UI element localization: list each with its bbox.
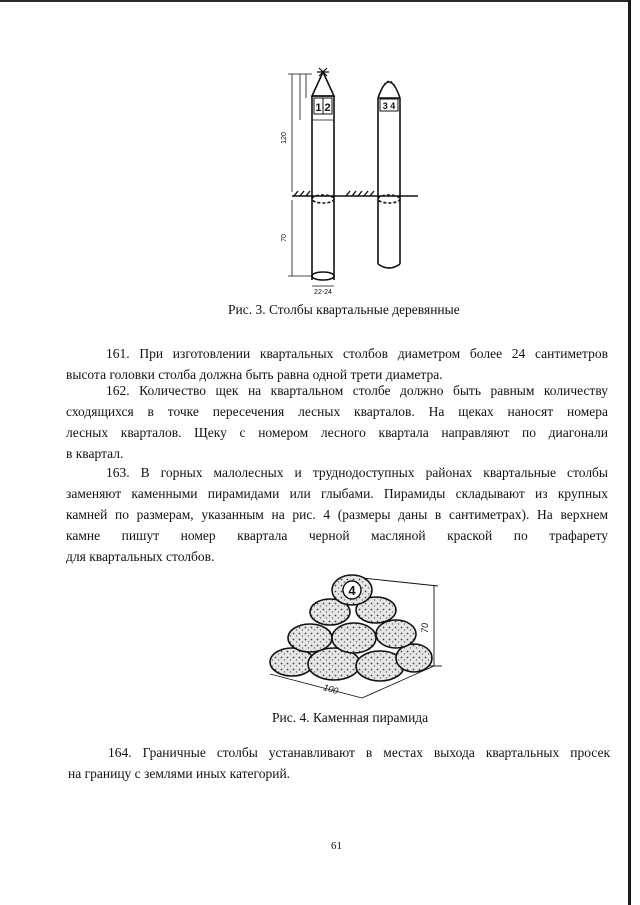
- page-number: 61: [331, 840, 342, 852]
- paragraph-161: [66, 343, 608, 385]
- paragraph-line: лесных кварталов. Щеку с номером лесного квартала направляют по диагонали: [66, 425, 608, 440]
- top-stone-number: 4: [348, 583, 356, 598]
- figure-3-drawing: [270, 58, 440, 298]
- paragraph-line: в квартал.: [66, 446, 124, 461]
- figure-4-caption: Рис. 4. Каменная пирамида: [272, 710, 429, 725]
- paragraph-line: для квартальных столбов.: [66, 549, 215, 564]
- right-post-numbers: 3 4: [382, 101, 396, 111]
- pyramid-height-label: 70: [420, 622, 430, 634]
- paragraph-line: сходящихся в точке пересечения лесных кварталов. На щеках наносят номера: [66, 404, 608, 419]
- ground-line: [292, 191, 418, 196]
- paragraph-line: 163. В горных малолесных и труднодоступных районах квартальные столбы: [106, 465, 608, 480]
- left-post: [312, 68, 334, 280]
- depth-label: 70: [281, 234, 288, 242]
- paragraph-line: на границу с землями иных категорий.: [68, 766, 291, 781]
- paragraph-line: 162. Количество щек на квартальном столбе должно быть равным количеству: [106, 383, 608, 398]
- scan-edge-right: [628, 0, 631, 905]
- pyramid-base-label: 100: [322, 682, 340, 696]
- left-post-numbers: 1 2: [315, 102, 331, 114]
- paragraph-164: [68, 742, 610, 784]
- paragraph-line: 161. При изготовлении квартальных столбов диаметром более 24 сантиметров: [106, 346, 608, 361]
- paragraph-line: 164. Граничные столбы устанавливают в местах выхода квартальных просек: [108, 745, 610, 760]
- figure-3-caption: Рис. 3. Столбы квартальные деревянные: [228, 302, 460, 317]
- height-label: 120: [281, 132, 288, 144]
- paragraph-line: заменяют каменными пирамидами или глыбами. Пирамиды складывают из крупных: [66, 486, 608, 501]
- figure-4-drawing: [262, 566, 452, 706]
- paragraph-162: [66, 380, 608, 464]
- paragraph-163: [66, 462, 608, 567]
- scan-edge-top: [0, 0, 631, 2]
- paragraph-line: камней по размерам, указанным на рис. 4 (размеры даны в сантиметрах). На верхнем: [66, 507, 608, 522]
- diameter-label: 22-24: [314, 289, 332, 296]
- paragraph-line: высота головки столба должна быть равна одной трети диаметра.: [66, 367, 443, 382]
- paragraph-line: камне пишут номер квартала черной масляной краской по трафарету: [66, 528, 608, 543]
